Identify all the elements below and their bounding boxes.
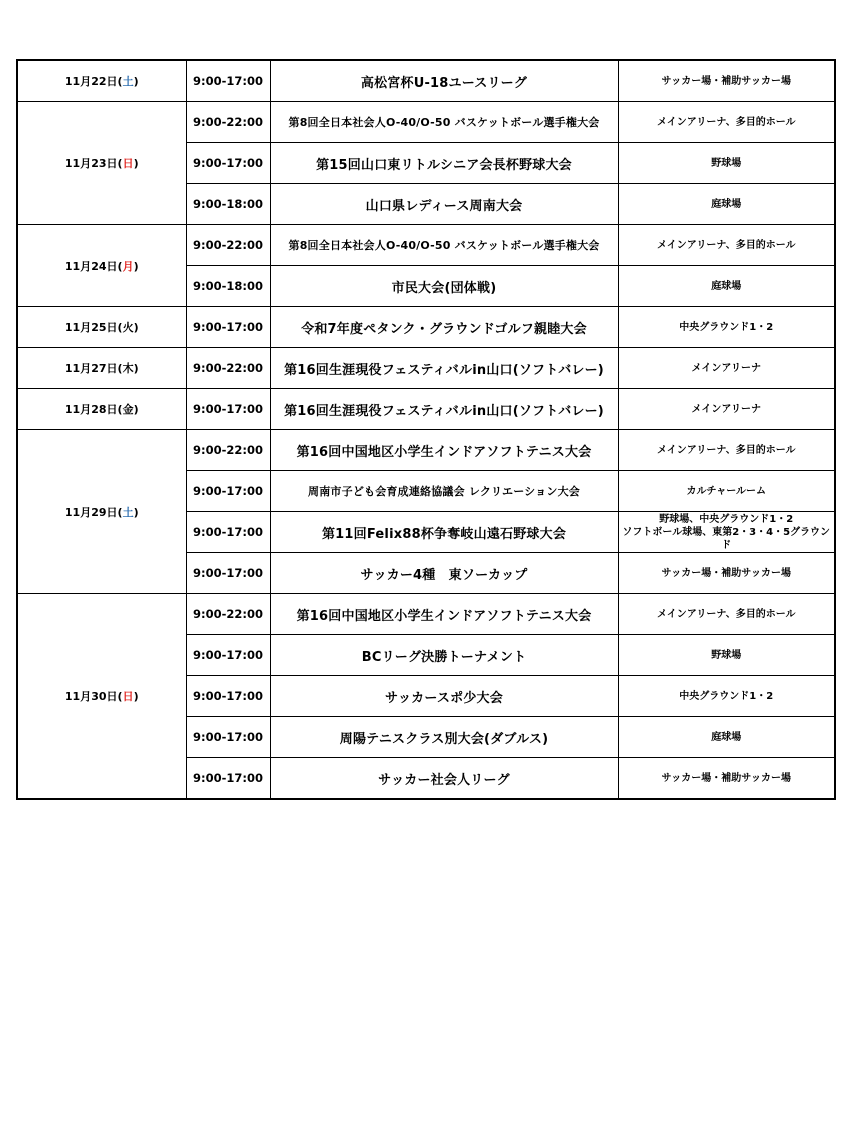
venue-cell: 庭球場 <box>618 184 835 225</box>
event-name: BCリーグ決勝トーナメント <box>270 635 618 676</box>
weekday: 土 <box>122 75 134 88</box>
venue-line: 野球場、中央グラウンド1・2 <box>659 513 794 525</box>
table-row <box>17 307 835 348</box>
table-row <box>17 389 835 430</box>
venue-cell: サッカー場・補助サッカー場 <box>618 60 835 102</box>
event-name: 市民大会(団体戦) <box>270 266 618 307</box>
weekday: 日 <box>122 157 134 170</box>
date-cell: 11月29日(土) <box>17 430 186 594</box>
event-name: 第16回生涯現役フェスティバルin山口(ソフトバレー) <box>270 389 618 430</box>
time-cell: 9:00-22:00 <box>186 594 270 635</box>
date-cell: 11月25日(火) <box>17 307 186 348</box>
event-name: サッカー社会人リーグ <box>270 758 618 800</box>
date-cell: 11月24日(月) <box>17 225 186 307</box>
weekday: 金 <box>122 403 134 416</box>
table-row <box>17 430 835 471</box>
table-row <box>17 348 835 389</box>
venue-cell: カルチャールーム <box>618 471 835 512</box>
time-cell: 9:00-22:00 <box>186 348 270 389</box>
venue-cell: メインアリーナ、多目的ホール <box>618 594 835 635</box>
venue-cell: メインアリーナ、多目的ホール <box>618 225 835 266</box>
time-cell: 9:00-22:00 <box>186 102 270 143</box>
date-cell: 11月28日(金) <box>17 389 186 430</box>
time-cell: 9:00-17:00 <box>186 553 270 594</box>
event-name: 第16回生涯現役フェスティバルin山口(ソフトバレー) <box>270 348 618 389</box>
time-cell: 9:00-22:00 <box>186 225 270 266</box>
date-cell: 11月30日(日) <box>17 594 186 800</box>
event-name: 山口県レディース周南大会 <box>270 184 618 225</box>
venue-cell: サッカー場・補助サッカー場 <box>618 553 835 594</box>
time-cell: 9:00-22:00 <box>186 430 270 471</box>
venue-cell: サッカー場・補助サッカー場 <box>618 758 835 800</box>
table-row <box>17 60 835 102</box>
event-schedule-table <box>16 59 836 800</box>
time-cell: 9:00-17:00 <box>186 676 270 717</box>
time-cell: 9:00-17:00 <box>186 60 270 102</box>
venue-cell: 野球場 <box>618 143 835 184</box>
venue-cell: 中央グラウンド1・2 <box>618 676 835 717</box>
event-name: サッカー4種 東ソーカップ <box>270 553 618 594</box>
time-cell: 9:00-17:00 <box>186 717 270 758</box>
weekday: 土 <box>122 505 134 519</box>
table-row <box>17 102 835 143</box>
date-cell: 11月22日(土) <box>17 60 186 102</box>
weekday: 火 <box>122 321 134 334</box>
event-name: 高松宮杯U-18ユースリーグ <box>270 60 618 102</box>
venue-cell: メインアリーナ <box>618 348 835 389</box>
venue-cell: メインアリーナ <box>618 389 835 430</box>
time-cell: 9:00-17:00 <box>186 635 270 676</box>
time-cell: 9:00-17:00 <box>186 307 270 348</box>
time-cell: 9:00-17:00 <box>186 389 270 430</box>
venue-cell: メインアリーナ、多目的ホール <box>618 102 835 143</box>
time-cell: 9:00-17:00 <box>186 512 270 553</box>
venue-line: ソフトボール球場、東第2・3・4・5グラウンド <box>622 526 831 551</box>
time-cell: 9:00-18:00 <box>186 266 270 307</box>
time-cell: 9:00-17:00 <box>186 758 270 800</box>
venue-cell: メインアリーナ、多目的ホール <box>618 430 835 471</box>
event-name: 第8回全日本社会人O-40/O-50 バスケットボール選手権大会 <box>270 102 618 143</box>
event-name: 周陽テニスクラス別大会(ダブルス) <box>270 717 618 758</box>
venue-cell: 庭球場 <box>618 717 835 758</box>
venue-cell <box>618 512 835 553</box>
time-cell: 9:00-17:00 <box>186 143 270 184</box>
event-name: 周南市子ども会育成連絡協議会 レクリエーション大会 <box>270 471 618 512</box>
venue-cell: 庭球場 <box>618 266 835 307</box>
venue-cell: 野球場 <box>618 635 835 676</box>
table-row <box>17 225 835 266</box>
time-cell: 9:00-18:00 <box>186 184 270 225</box>
event-name: 第11回Felix88杯争奪岐山遠石野球大会 <box>270 512 618 553</box>
event-name: 第16回中国地区小学生インドアソフトテニス大会 <box>270 430 618 471</box>
event-name: 第16回中国地区小学生インドアソフトテニス大会 <box>270 594 618 635</box>
event-name: サッカースポ少大会 <box>270 676 618 717</box>
table-row <box>17 594 835 635</box>
date-cell: 11月27日(木) <box>17 348 186 389</box>
event-name: 第8回全日本社会人O-40/O-50 バスケットボール選手権大会 <box>270 225 618 266</box>
weekday: 日 <box>122 690 134 703</box>
weekday: 月 <box>122 259 134 273</box>
date-cell: 11月23日(日) <box>17 102 186 225</box>
venue-cell: 中央グラウンド1・2 <box>618 307 835 348</box>
weekday: 木 <box>122 362 134 375</box>
event-name: 令和7年度ペタンク・グラウンドゴルフ親睦大会 <box>270 307 618 348</box>
time-cell: 9:00-17:00 <box>186 471 270 512</box>
event-name: 第15回山口東リトルシニア会長杯野球大会 <box>270 143 618 184</box>
